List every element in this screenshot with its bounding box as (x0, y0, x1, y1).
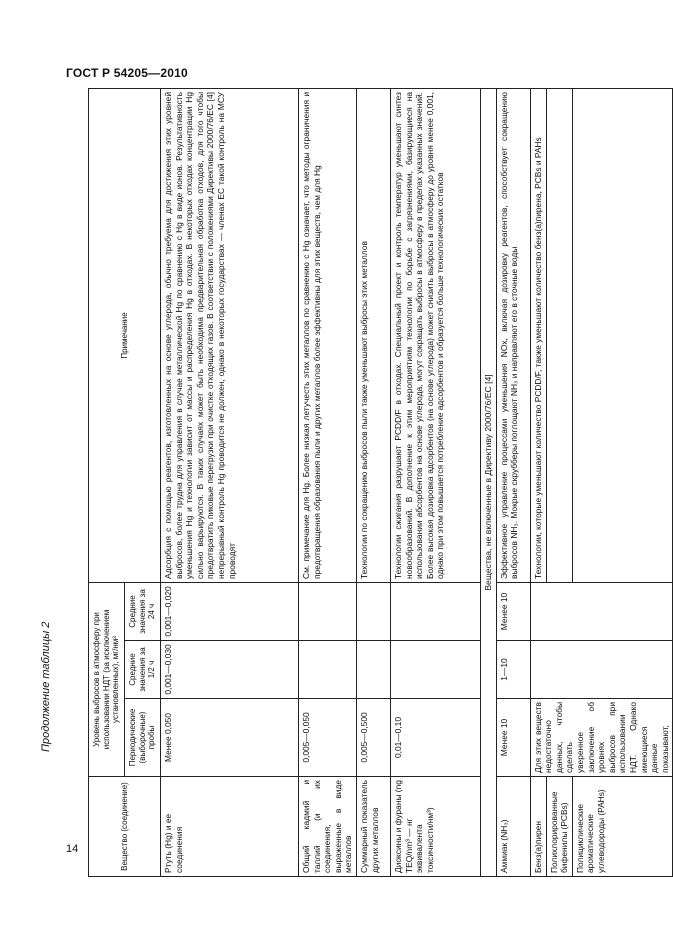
note-cell (572, 89, 673, 583)
emissions-table (88, 88, 673, 877)
header-avg-half-hour: Средние значения за 1/2 ч (125, 641, 161, 699)
note-cell: Адсорбция с помощью реагентов, изготовленных на основе углерода, обычно требуема для достижения этих уровней выбросов, более трудна для управления в случае металлической Hg по сравнению с Hg в виде ионов. Результативность уменьшения Hg и технологии зависит от массы и распределения Hg в отходах. В некоторых отходах концентрации Hg сильно варьируются. В таких случаях может быть необходима предварительная обработка отходов, для того чтобы предотвратить пиковые перегрузки при очистке отходящих газов. В соответствии с положениями Директивы 2000/76/ЕС [4] непрерывный контроль Hg проводится не должен, однако в некоторых государствах — членах ЕС такой контроль на МСУ проводят (161, 89, 299, 583)
merged-insufficient-data-cell: Для этих веществ недостаточно данных, чтобы сделать уверенное заключение об уровнях выбросов при использовании НДТ. Однако имеющиеся данные показывают, (530, 699, 673, 777)
table-row (356, 89, 390, 877)
rotated-table-wrapper (88, 88, 670, 877)
header-level-group: Уровень выбросов в атмосферу при использовании НДТ (за исключением установленных), мг/нм³ (89, 582, 125, 776)
half-hour-cell (299, 641, 357, 699)
day-cell (390, 582, 480, 640)
continuation-label: Продолжение таблицы 2 (40, 621, 52, 752)
substance-cell: Суммарный показатель других металлов (356, 777, 390, 877)
note-cell: См. примечание для Hg. Более низкая летучесть этих металлов по сравнению с Hg означает, что методы ограничения и предотвращения образования пыли и других металлов более эффективны для этих веществ, чем для Hg (299, 89, 357, 583)
header-periodic: Периодические (выборочные) пробы (125, 699, 161, 777)
substance-cell: Аммиак (NH₃) (496, 777, 530, 877)
periodic-cell: Менее 0,050 (161, 699, 299, 777)
header-substance: Вещество (соединение) (89, 777, 161, 877)
table-row (390, 89, 480, 877)
substance-cell: Бенз(а)пирен (530, 777, 546, 877)
half-hour-cell: 0,001—0,030 (161, 641, 299, 699)
header-avg-24h: Средние значения за 24 ч (125, 582, 161, 640)
note-cell (546, 89, 572, 583)
day-cell: Менее 10 (496, 582, 530, 640)
substance-cell: Диоксины и фураны (ng TEQ/nm³ — нг эквивалента токсичности/нм³) (390, 777, 480, 877)
half-hour-cell (390, 641, 480, 699)
table-row (299, 89, 357, 877)
substance-cell: Полихлорированные бифенилы (PCBs) (546, 777, 572, 877)
note-cell: Технологии сжигания разрушают PCDD/F в отходах. Специальный проект и контроль температур уменьшают синтез новообразований. В дополнение к этим мероприятиям технологии по борьбе с загрязнениями, базирующиеся на использовании абсорбентов на основе углерода, могут сокращать выбросы в атмосферу в пределах указанных значений. Более высокая дозировка адсорбентов (на основе углерода) может снизить выбросы в атмосферу до уровня менее 0,001, однако при этом повышается потребление адсорбентов и образуется больше технологических остатков (390, 89, 480, 583)
periodic-cell: 0,01—0,10 (390, 699, 480, 777)
day-cell (530, 582, 673, 640)
periodic-cell: 0,005—0,050 (299, 699, 357, 777)
half-hour-cell: 1—10 (496, 641, 530, 699)
table-row (496, 89, 530, 877)
half-hour-cell (356, 641, 390, 699)
document-header: ГОСТ Р 54205—2010 (66, 66, 188, 80)
day-cell (299, 582, 357, 640)
periodic-cell: Менее 10 (496, 699, 530, 777)
periodic-cell: 0,005—0,500 (356, 699, 390, 777)
header-row (89, 89, 125, 877)
header-note: Примечание (89, 89, 161, 583)
substance-cell: Ртуть (Hg) и ее соединения (161, 777, 299, 877)
table-row (530, 89, 546, 877)
table-row (161, 89, 299, 877)
note-cell: Технологии по сокращению выбросов пыли также уменьшают выбросы этих металлов (356, 89, 390, 583)
note-cell: Эффективное управление процессами уменьшения NOx, включая дозировку реагентов, способствует сокращению выбросов NH₃. Мокрые скрубберы поглощают NH₃ и направляют его в сточные воды (496, 89, 530, 583)
page-number: 14 (66, 843, 79, 855)
section-row (480, 89, 496, 877)
substance-cell: Общий кадмий и таллий (и их соединения, выраженные в виде металлов (299, 777, 357, 877)
half-hour-cell (530, 641, 673, 699)
day-cell (356, 582, 390, 640)
substance-cell: Полициклические ароматические углеводороды (PAHs) (572, 777, 673, 877)
section-label: Вещества, не включенные в Директиву 2000/76/ЕС [4] (480, 89, 496, 877)
day-cell: 0,001—0,020 (161, 582, 299, 640)
note-cell: Технологии, которые уменьшают количество PCDD/F, также уменьшают количество бенз(а)пирена, PCBs и PAHs (530, 89, 546, 583)
